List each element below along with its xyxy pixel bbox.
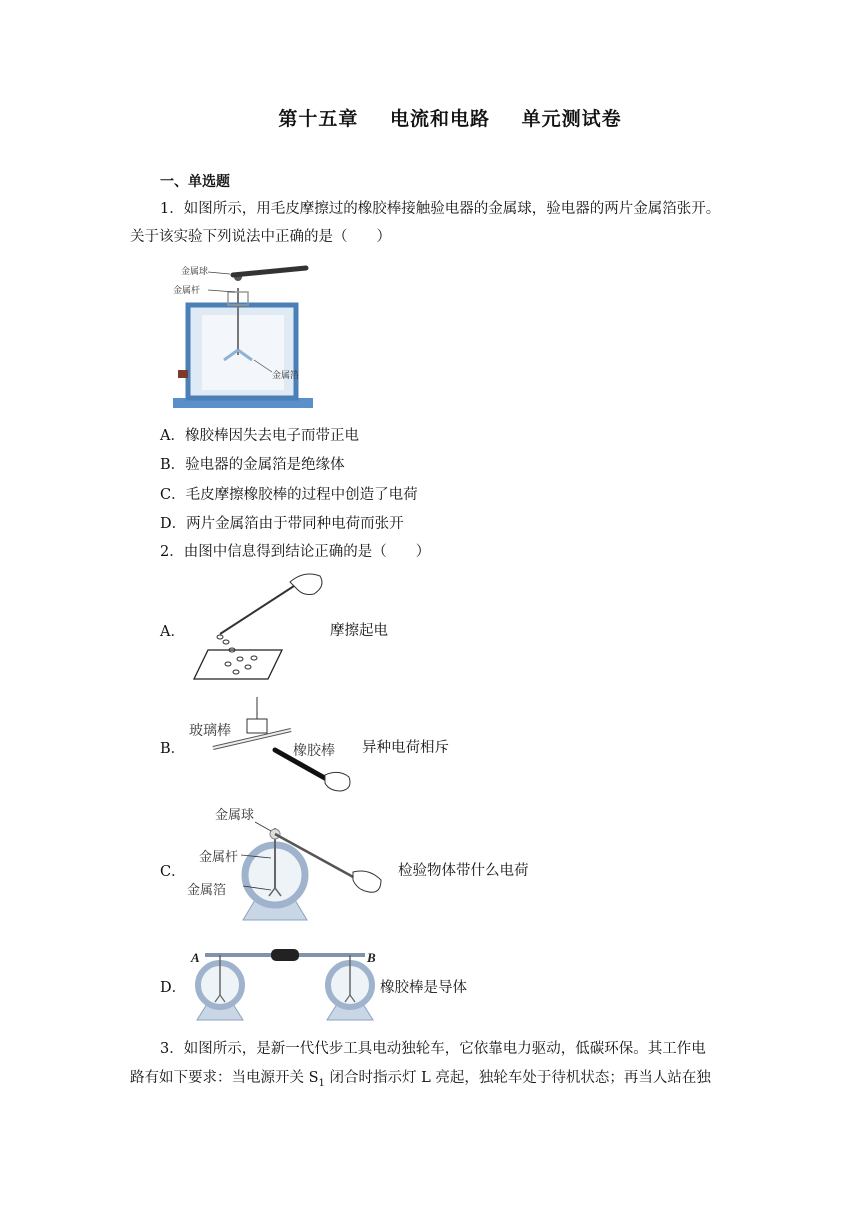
q3-line2-pre: 路有如下要求：当电源开关 S [130, 1070, 319, 1086]
q2-c-rod-label: 金属杆 [199, 850, 239, 865]
q1-fig-ball-label: 金属球 [181, 267, 209, 277]
q2-option-c-letter: C． [160, 864, 186, 880]
q1-option-b: B．验电器的金属箔是绝缘体 [160, 457, 345, 473]
q2-option-b-caption: 异种电荷相斥 [362, 740, 449, 756]
page-title [0, 104, 860, 131]
q1-option-a: A．橡胶棒因失去电子而带正电 [160, 428, 359, 444]
q2-option-b-letter: B． [160, 741, 186, 757]
q2-option-d-letter: D． [160, 980, 187, 996]
q2-c-foil-label: 金属箔 [187, 883, 227, 898]
friction-figure [190, 572, 330, 684]
q2-c-ball-label: 金属球 [215, 808, 255, 823]
q2-b-glass-label: 玻璃棒 [189, 723, 231, 739]
q3-line2-subscript: 1 [318, 1077, 325, 1089]
two-electroscopes-figure [185, 940, 385, 1025]
q2-option-d-caption: 橡胶棒是导体 [380, 980, 467, 996]
q1-stem-line2: 关于该实验下列说法中正确的是（ ） [130, 229, 391, 245]
q3-line2-post: 闭合时指示灯 L 亮起，独轮车处于待机状态；再当人站在独 [324, 1070, 711, 1086]
charged-rods-figure [185, 695, 360, 800]
q1-option-d: D．两片金属箔由于带同种电荷而张开 [160, 516, 404, 532]
q1-stem-line1: 1．如图所示，用毛皮摩擦过的橡胶棒接触验电器的金属球，验电器的两片金属箔张开。 [160, 201, 721, 217]
section-heading: 一、单选题 [160, 174, 230, 190]
title-kind: 单元测试卷 [521, 108, 622, 130]
q1-option-c: C．毛皮摩擦橡胶棒的过程中创造了电荷 [160, 487, 418, 503]
q3-stem-line2 [130, 1068, 711, 1094]
title-topic: 电流和电路 [389, 108, 490, 130]
q2-d-point-b: B [367, 950, 376, 965]
q2-option-a-caption: 摩擦起电 [330, 623, 388, 639]
q2-option-a-letter: A． [160, 624, 185, 640]
q2-d-point-a: A [191, 950, 200, 965]
electroscope-figure [168, 260, 318, 410]
q1-fig-rod-label: 金属杆 [173, 286, 201, 296]
q2-option-c-caption: 检验物体带什么电荷 [398, 863, 529, 879]
q2-stem: 2．由图中信息得到结论正确的是（ ） [160, 544, 431, 560]
title-chapter: 第十五章 [278, 108, 359, 130]
q2-b-rubber-label: 橡胶棒 [293, 743, 335, 759]
q3-stem-line1: 3．如图所示，是新一代代步工具电动独轮车，它依靠电力驱动，低碳环保。其工作电 [160, 1041, 706, 1057]
electroscope-c-figure [185, 800, 395, 930]
q1-fig-foil-label: 金属箔 [272, 371, 300, 381]
